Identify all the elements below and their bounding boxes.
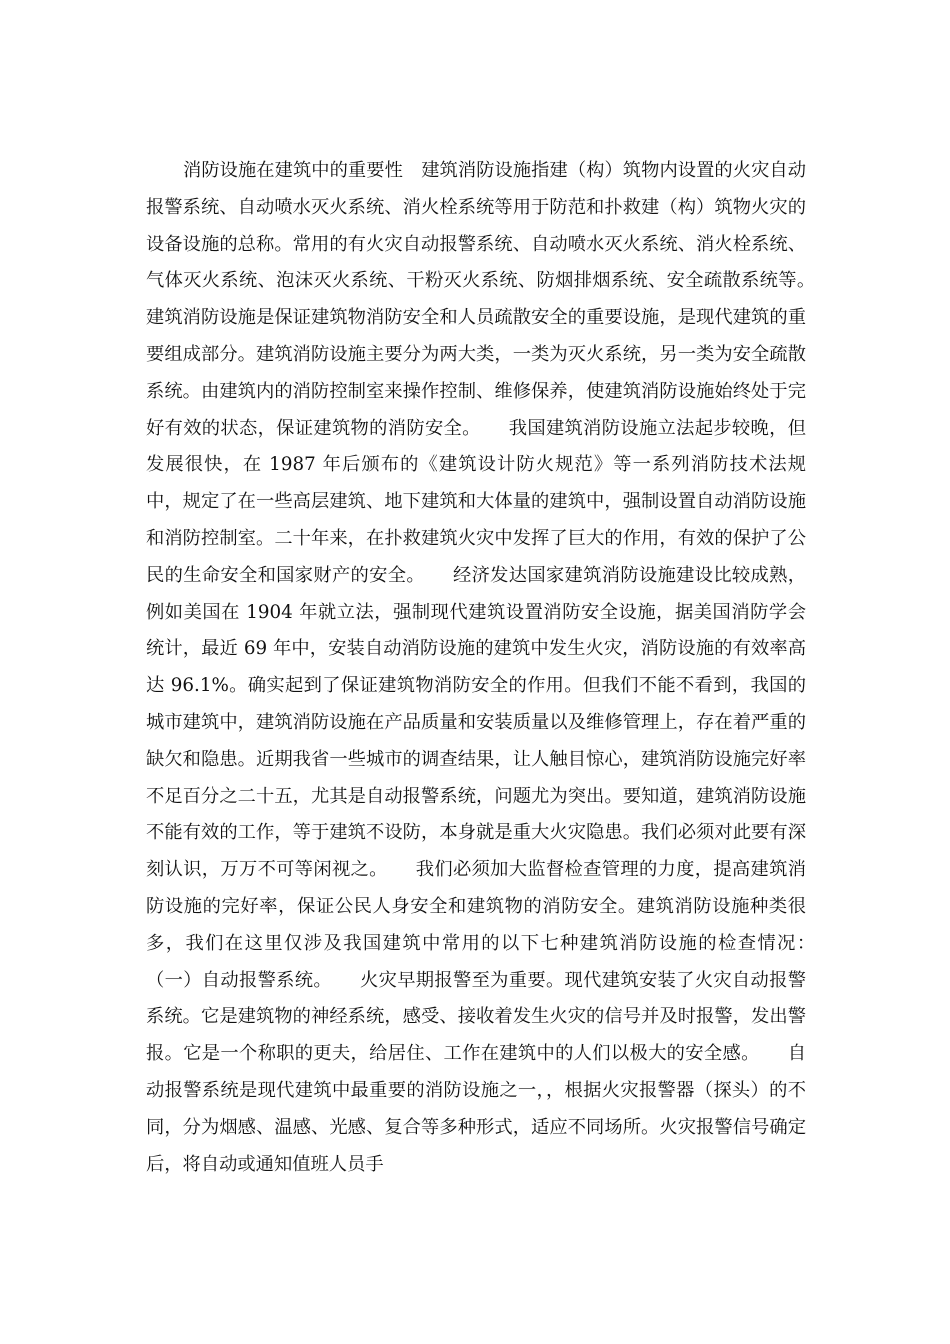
- document-body-text: 消防设施在建筑中的重要性 建筑消防设施指建（构）筑物内设置的火灾自动报警系统、自动喷水灭火系统、消火栓系统等用于防范和扑救建（构）筑物火灾的设备设施的总称。常用的有火灾自动报警系统、自动喷水灭火系统、消火栓系统、气体灭火系统、泡沫灭火系统、干粉灭火系统、防烟排烟系统、安全疏散系统等。 建筑消防设施是保证建筑物消防安全和人员疏散安全的重要设施，是现代建筑的重要组成部分。建筑消防设施主要分为两大类，一类为灭火系统，另一类为安全疏散系统。由建筑内的消防控制室来操作控制、维修保养，使建筑消防设施始终处于完好有效的状态，保证建筑物的消防安全。 我国建筑消防设施立法起步较晚，但发展很快，在 1987 年后颁布的《建筑设计防火规范》等一系列消防技术法规中，规定了在一些高层建筑、地下建筑和大体量的建筑中，强制设置自动消防设施和消防控制室。二十年来，在扑救建筑火灾中发挥了巨大的作用，有效的保护了公民的生命安全和国家财产的安全。 经济发达国家建筑消防设施建设比较成熟，例如美国在 1904 年就立法，强制现代建筑设置消防安全设施，据美国消防学会统计，最近 69 年中，安装自动消防设施的建筑中发生火灾，消防设施的有效率高达 96.1%。确实起到了保证建筑物消防安全的作用。但我们不能不看到，我国的城市建筑中，建筑消防设施在产品质量和安装质量以及维修管理上，存在着严重的缺欠和隐患。近期我省一些城市的调查结果，让人触目惊心，建筑消防设施完好率不足百分之二十五，尤其是自动报警系统，问题尤为突出。要知道，建筑消防设施不能有效的工作，等于建筑不设防，本身就是重大火灾隐患。我们必须对此要有深刻认识，万万不可等闲视之。 我们必须加大监督检查管理的力度，提高建筑消防设施的完好率，保证公民人身安全和建筑物的消防安全。建筑消防设施种类很多，我们在这里仅涉及我国建筑中常用的以下七种建筑消防设施的检查情况： （一）自动报警系统。 火灾早期报警至为重要。现代建筑安装了火灾自动报警系统。它是建筑物的神经系统，感受、接收着发生火灾的信号并及时报警，发出警报。它是一个称职的更夫，给居住、工作在建筑中的人们以极大的安全感。 自动报警系统是现代建筑中最重要的消防设施之一，，根据火灾报警器（探头）的不同，分为烟感、温感、光感、复合等多种形式，适应不同场所。火灾报警信号确定后，将自动或通知值班人员手: [146, 160, 861, 1175]
